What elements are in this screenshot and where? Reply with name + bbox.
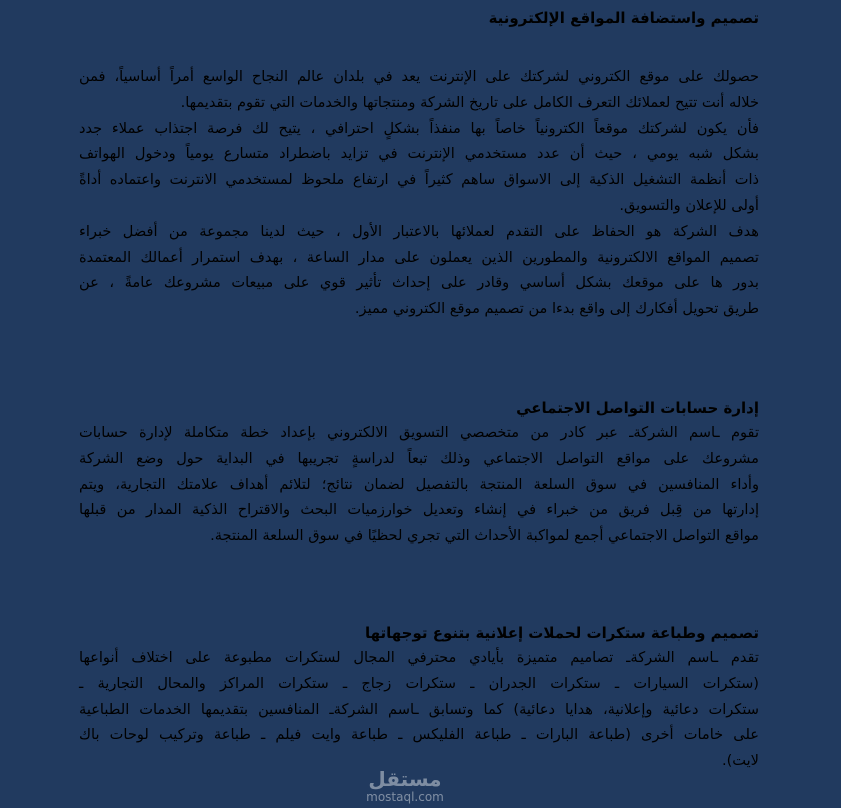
mostaql-watermark [330, 768, 480, 804]
text-line: طريق تحويل أفكارك إلى واقع بدءا من تصميم موقع الكتروني مميز. [354, 300, 759, 318]
text-line: إدارتها من قِبل فريق من خبراء في إنشاء وتعديل خوارزميات البحث والاقتراح الذكية المدار من قبلها [79, 501, 759, 519]
section-sticker-printing [79, 621, 759, 774]
section-heading: تصميم وطباعة ستكرات لحملات إعلانية بتنوع توجهاتها [364, 623, 759, 642]
text-line: لايت). [721, 752, 759, 770]
paragraph [79, 219, 759, 322]
text-line: وأداء المنافسين في سوق السلعة المنتجة بالتفصيل لضمان نتائج؛ لتلائم أهداف علامتك التجارية، ويتم [79, 475, 759, 493]
section-heading: إدارة حسابات التواصل الاجتماعي [516, 398, 759, 417]
watermark-url: mostaql.com [366, 790, 444, 804]
text-line: بدور ها على موقعك بشكل أساسي وقادر على إحداث تأثير قوي على مبيعات مشروعك عامةً ، عن [79, 274, 759, 292]
text-line: مشروعك على مواقع التواصل الاجتماعي وذلك تبعاً لدراسةٍ تجريبها في البداية حول وضع الشركة [79, 449, 759, 467]
section-social-media [79, 396, 759, 549]
text-line: تصميم المواقع الالكترونية والمطورين الذين يعملون على مدار الساعة ، بهدف استمرار أعمالك المعتمدة [79, 248, 759, 266]
paragraph [79, 64, 759, 116]
text-line: فأن يكون لشركتك موقعاً الكترونياً خاصاً بها منفذاً بشكلٍ احترافي ، يتيح لك فرصة اجتذاب عملاء جدد [79, 119, 759, 137]
text-line: هدف الشركة هو الحفاظ على التقدم لعملائها بالاعتبار الأول ، حيث لدينا مجموعة من أفضل خبراء [79, 222, 759, 240]
watermark-logo: مستقل [368, 767, 442, 791]
text-line: ذات أنظمة التشغيل الذكية إلى الاسواق ساهم كثيراً في ارتفاع ملحوظ لمستخدمي الانترنت واعتماده أداةً [79, 171, 759, 189]
document-body [79, 6, 759, 774]
text-line: تقدم ـاسم الشركةـ تصاميم متميزة بأيادي محترفي المجال لستكرات مطبوعة على اختلاف أنواعها [79, 648, 759, 666]
text-line: تقوم ـاسم الشركةـ عبر كادر من متخصصي التسويق الالكتروني بإعداد خطة متكاملة لإدارة حسابات [79, 423, 759, 441]
paragraph [79, 420, 759, 549]
text-line: على خامات أخرى (طباعة البارات ـ طباعة الفليكس ـ طباعة وايت فيلم ـ طباعة وتركيب لوحات باك [79, 726, 759, 744]
text-line: (ستكرات السيارات ـ ستكرات الجدران ـ ستكرات زجاج ـ ستكرات المراكز والمحال التجارية ـ [79, 674, 759, 692]
text-line: ستكرات دعائية وإعلانية، هدايا دعائية) كما وتسابق ـاسم الشركةـ المنافسين بتقديمها الخدمات الطباعية [79, 700, 759, 718]
section-heading: تصميم واستضافة المواقع الإلكترونية [488, 9, 759, 27]
text-line: مواقع التواصل الاجتماعي أجمع لمواكبة الأحداث التي تجري لحظيًا في سوق السلعة المنتجة. [210, 527, 759, 545]
paragraph [79, 645, 759, 774]
section-web-design [79, 6, 759, 322]
text-line: أولى للإعلان والتسويق. [619, 196, 759, 214]
paragraph [79, 116, 759, 219]
text-line: بشكل شبه يومي ، حيث أن عدد مستخدمي الإنترنت في تزايد باضطراد متسارع يومياً ودخول الهواتف [79, 145, 759, 163]
text-line: خلاله أنت تتيح لعملائك التعرف الكامل على تاريخ الشركة ومنتجاتها والخدمات التي تقوم بتقديمها. [180, 93, 759, 111]
text-line: حصولك على موقع الكتروني لشركتك على الإنترنت يعد في بلدان عالم النجاح الواسع أمراً أساسياً، فمن [79, 68, 759, 85]
